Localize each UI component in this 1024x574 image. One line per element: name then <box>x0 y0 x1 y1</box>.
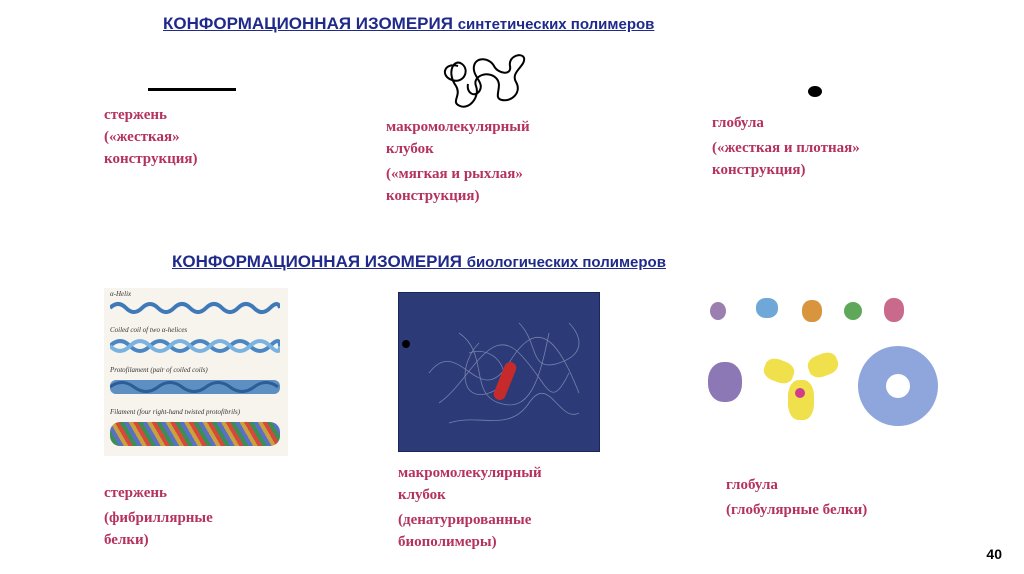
synthetic-rod-label <box>104 104 197 170</box>
protein-blob-orange-small <box>802 300 822 322</box>
antibody-yellow <box>764 354 840 426</box>
bio-rod-text-2: (фибриллярные <box>104 510 213 526</box>
bio-globule-text-2: (глобулярные белки) <box>726 502 868 518</box>
synthetic-coil-label <box>386 116 530 207</box>
biological-title-sub: биологических полимеров <box>466 254 666 271</box>
coiled-coil-image <box>110 336 280 356</box>
bio-rod-text-3: белки) <box>104 532 149 548</box>
globular-proteins-collage <box>706 294 944 444</box>
synthetic-globule-label <box>712 112 860 181</box>
rod-text-3: конструкция) <box>104 151 198 167</box>
coil-text-2: клубок <box>386 141 434 157</box>
protein-ring-blue <box>858 346 938 426</box>
photo-marker-dot <box>402 340 410 348</box>
globule-text-1: глобула <box>712 115 764 131</box>
caption-alpha-helix: α-Helix <box>110 290 132 298</box>
synthetic-title <box>163 14 654 34</box>
filament-image <box>110 422 280 446</box>
rod-line-illustration <box>148 88 236 91</box>
protein-blob-blue-small <box>756 298 778 318</box>
caption-protofilament: Protofilament (pair of coiled coils) <box>110 366 208 374</box>
rod-text-1: стержень <box>104 107 167 123</box>
synthetic-title-sub: синтетических полимеров <box>457 16 655 33</box>
denatured-coil-strands <box>399 293 599 451</box>
biological-title-main: КОНФОРМАЦИОННАЯ ИЗОМЕРИЯ <box>172 252 462 271</box>
globule-text-3: конструкция) <box>712 162 806 178</box>
bio-coil-text-2: клубок <box>398 487 446 503</box>
fibrillar-protein-diagram <box>104 288 288 456</box>
biological-rod-label <box>104 482 213 551</box>
globule-dot-illustration <box>808 86 822 97</box>
bio-coil-text-4: биополимеры) <box>398 534 497 550</box>
bio-coil-text-3: (денатурированные <box>398 512 532 528</box>
protofilament-image <box>110 376 280 398</box>
bio-coil-text-1: макромолекулярный <box>398 465 542 481</box>
caption-filament: Filament (four right-hand twisted protofibrils) <box>110 408 241 416</box>
biological-coil-label <box>398 462 542 553</box>
protein-blob-purple-small <box>710 302 726 320</box>
coil-scribble-illustration <box>436 52 534 110</box>
caption-coiled-coil: Coiled coil of two α-helices <box>110 326 188 334</box>
protein-blob-green-small <box>844 302 862 320</box>
coil-text-1: макромолекулярный <box>386 119 530 135</box>
bio-globule-text-1: глобула <box>726 477 778 493</box>
page-number: 40 <box>986 546 1002 562</box>
denatured-coil-photo <box>398 292 600 452</box>
coil-text-4: конструкция) <box>386 188 480 204</box>
alpha-helix-image <box>110 300 280 316</box>
synthetic-title-main: КОНФОРМАЦИОННАЯ ИЗОМЕРИЯ <box>163 14 453 33</box>
bio-rod-text-1: стержень <box>104 485 167 501</box>
globule-text-2: («жесткая и плотная» <box>712 140 860 156</box>
rod-text-2: («жесткая» <box>104 129 180 145</box>
coil-text-3: («мягкая и рыхлая» <box>386 166 523 182</box>
protein-blob-pink-small <box>884 298 904 322</box>
biological-title <box>172 252 666 272</box>
biological-globule-label <box>726 474 867 521</box>
protein-blob-purple-large <box>708 362 742 402</box>
